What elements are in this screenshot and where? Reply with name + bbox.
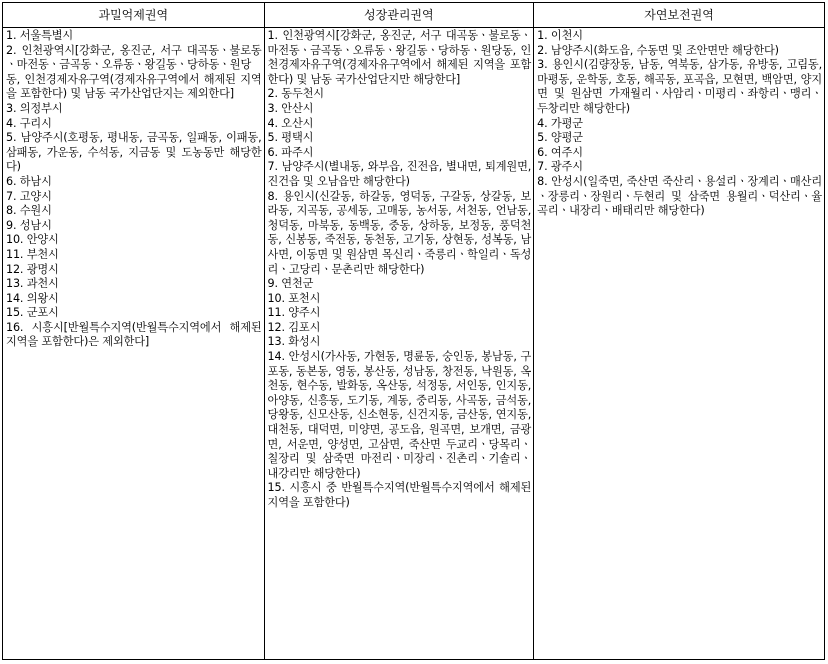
growth-zone-cell (264, 28, 534, 660)
list-item: 10. 안양시 (6, 233, 59, 247)
list-item: 2. 인천광역시[강화군, 옹진군, 서구 대곡동ㆍ불로동ㆍ마전동ㆍ금곡동ㆍ오류동ㆍ왕길동ㆍ당하동ㆍ원당동, 인천경제자유구역(경제자유구역에서 해제된 지역을 포함한다) 및 남동 국가산업단지는 제외한다] (6, 43, 262, 101)
list-item: 1. 인천광역시[강화군, 옹진군, 서구 대곡동ㆍ불로동ㆍ마전동ㆍ금곡동ㆍ오류동ㆍ왕길동ㆍ당하동ㆍ원당동, 인천경제자유구역(경제자유구역에서 해제된 지역을 포함한다) 및 남동 국가산업단지만 해당한다] (267, 29, 532, 86)
list-item: 5. 남양주시(호평동, 평내동, 금곡동, 일패동, 이패동, 삼패동, 가운동, 수석동, 지금동 및 도농동만 해당한다) (6, 131, 262, 174)
overcrowding-zone-cell (3, 28, 265, 660)
list-item: 2. 동두천시 (267, 87, 324, 101)
list-item: 10. 포천시 (267, 291, 321, 305)
list-item: 5. 평택시 (267, 131, 314, 145)
list-item: 7. 광주시 (537, 160, 583, 174)
table-header-row (3, 3, 825, 28)
list-item: 1. 이천시 (537, 29, 583, 42)
list-item: 15. 시흥시 중 반월특수지역(반월특수지역에서 해제된 지역을 포함한다) (267, 481, 532, 509)
list-item: 13. 과천시 (6, 277, 59, 291)
capital-region-zone-table (2, 2, 825, 660)
list-item: 8. 수원시 (6, 204, 52, 218)
list-item: 11. 부천시 (6, 247, 59, 261)
list-item: 9. 성남시 (6, 218, 52, 232)
list-item: 3. 안산시 (267, 101, 314, 115)
list-item: 4. 오산시 (267, 116, 314, 130)
list-item: 8. 안성시(일죽면, 죽산면 죽산리ㆍ용설리ㆍ장계리ㆍ매산리ㆍ장릉리ㆍ장원리ㆍ두현리 및 삼죽면 용월리ㆍ덕산리ㆍ율곡리ㆍ내장리ㆍ배태리만 해당한다) (537, 174, 822, 218)
list-item: 9. 연천군 (267, 277, 314, 291)
list-item: 4. 가평군 (537, 116, 583, 130)
list-item: 8. 용인시(신갈동, 하갈동, 영덕동, 구갈동, 상갈동, 보라동, 지곡동, 공세동, 고매동, 농서동, 서천동, 언남동, 청덕동, 마북동, 동백동, 중동, 상하동, 보정동, 풍덕천동, 신봉동, 죽전동, 동천동, 고기동, 상현동, 성복동, 남사면, 이동면 및 원삼면 목신리ㆍ죽릉리ㆍ학일리ㆍ독성리ㆍ고당리ㆍ문촌리만 해당한다) (267, 189, 532, 276)
overcrowding-zone-list (6, 29, 262, 350)
list-item: 16. 시흥시[반월특수지역(반월특수지역에서 해제된 지역을 포함한다)은 제외한다] (6, 320, 262, 349)
table-body-row (3, 28, 825, 660)
list-item: 11. 양주시 (267, 306, 321, 320)
list-item: 6. 여주시 (537, 145, 583, 159)
list-item: 12. 광명시 (6, 262, 59, 276)
list-item: 6. 하남시 (6, 174, 52, 188)
header-nature-conservation-zone: 자연보전권역 (534, 3, 825, 28)
list-item: 7. 남양주시(별내동, 와부읍, 진전읍, 별내면, 퇴계원면, 진건읍 및 오남읍만 해당한다) (267, 160, 532, 188)
list-item: 3. 용인시(김량장동, 남동, 역북동, 삼가동, 유방동, 고림동, 마평동, 운학동, 호동, 해곡동, 포곡읍, 모현면, 백암면, 양지면 및 원삼면 가재월리ㆍ사암리ㆍ미평리ㆍ좌항리ㆍ맹리ㆍ두창리만 해당한다) (537, 58, 822, 115)
list-item: 3. 의정부시 (6, 101, 63, 115)
list-item: 12. 김포시 (267, 320, 321, 334)
header-overcrowding-control-zone: 과밀억제권역 (3, 3, 265, 28)
conservation-zone-cell (534, 28, 825, 660)
list-item: 13. 화성시 (267, 335, 321, 349)
list-item: 7. 고양시 (6, 189, 52, 203)
conservation-zone-list (537, 29, 822, 219)
list-item: 2. 남양주시(화도읍, 수동면 및 조안면만 해당한다) (537, 43, 779, 57)
list-item: 14. 의왕시 (6, 291, 59, 305)
list-item: 4. 구리시 (6, 116, 52, 130)
growth-zone-list (268, 29, 532, 511)
list-item: 6. 파주시 (267, 145, 314, 159)
list-item: 1. 서울특별시 (6, 29, 74, 42)
list-item: 14. 안성시(가사동, 가현동, 명륜동, 숭인동, 봉남동, 구포동, 동본동, 영동, 봉산동, 성남동, 창전동, 낙원동, 옥천동, 현수동, 발화동, 옥산동, 석정동, 서인동, 인지동, 아양동, 신흥동, 도기동, 계동, 중리동, 사곡동, 금석동, 당왕동, 신모산동, 신소현동, 신건지동, 금산동, 연지동, 대천동, 대덕면, 미양면, 공도읍, 원곡면, 보개면, 금광면, 서운면, 양성면, 고삼면, 죽산면 두교리ㆍ당목리ㆍ칠장리 및 삼죽면 마전리ㆍ미장리ㆍ진촌리ㆍ기솔리ㆍ내강리만 해당한다) (267, 350, 532, 480)
list-item: 5. 양평군 (537, 131, 583, 145)
header-growth-management-zone: 성장관리권역 (264, 3, 534, 28)
list-item: 15. 군포시 (6, 306, 59, 320)
